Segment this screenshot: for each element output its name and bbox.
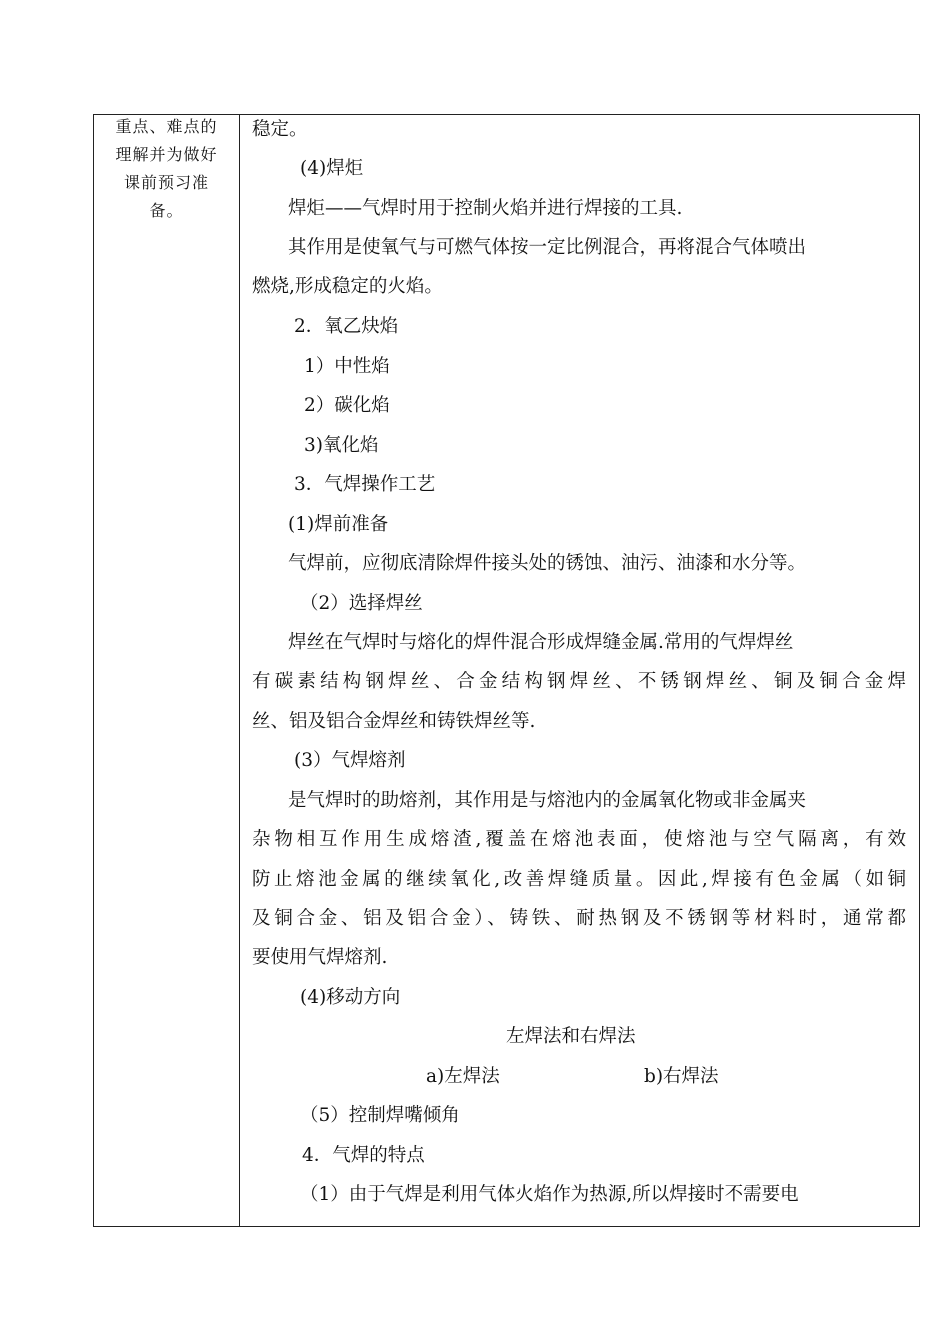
list-item: 3)氧化焰 bbox=[304, 435, 379, 456]
left-line: 备。 bbox=[149, 201, 184, 220]
text-line: 要使用气焊熔剂. bbox=[252, 947, 388, 968]
text-line: 燃烧,形成稳定的火焰。 bbox=[252, 276, 443, 297]
text-line: 稳定。 bbox=[252, 119, 308, 140]
text-line: 是气焊时的助熔剂，其作用是与熔池内的金属氧化物或非金属夹 bbox=[288, 790, 807, 811]
heading-line: 2．氧乙炔焰 bbox=[294, 316, 399, 337]
left-cell-text bbox=[94, 113, 239, 225]
heading-line: (3）气焊熔剂 bbox=[294, 750, 406, 771]
heading-line: (4)移动方向 bbox=[300, 987, 401, 1008]
heading-line: （5）控制焊嘴倾角 bbox=[300, 1105, 460, 1126]
right-cell bbox=[240, 115, 919, 1226]
text-line: 有碳素结构钢焊丝、合金结构钢焊丝、不锈钢焊丝、铜及铜合金焊 bbox=[252, 671, 906, 692]
text-line: 防止熔池金属的继续氧化,改善焊缝质量。因此,焊接有色金属（如铜 bbox=[252, 869, 906, 890]
list-item: 2）碳化焰 bbox=[304, 395, 390, 416]
content-table bbox=[93, 114, 920, 1227]
text-line: 及铜合金、铝及铝合金）、铸铁、耐热钢及不锈钢等材料时，通常都 bbox=[252, 908, 906, 929]
text-line: 其作用是使氧气与可燃气体按一定比例混合，再将混合气体喷出 bbox=[288, 237, 807, 258]
heading-line: （2）选择焊丝 bbox=[300, 593, 423, 614]
text-line: （1）由于气焊是利用气体火焰作为热源,所以焊接时不需要电 bbox=[300, 1184, 799, 1205]
left-line: 课前预习准 bbox=[123, 173, 209, 192]
figure-subcaption: a)左焊法 bbox=[426, 1066, 500, 1087]
text-line: 焊炬——气焊时用于控制火焰并进行焊接的工具. bbox=[288, 198, 683, 219]
text-line: 丝、铝及铝合金焊丝和铸铁焊丝等. bbox=[252, 711, 536, 732]
heading-line: 3．气焊操作工艺 bbox=[294, 474, 436, 495]
left-line: 理解并为做好 bbox=[115, 145, 218, 164]
left-cell bbox=[94, 115, 240, 1226]
text-line: 焊丝在气焊时与熔化的焊件混合形成焊缝金属.常用的气焊焊丝 bbox=[288, 632, 794, 653]
heading-line: (1)焊前准备 bbox=[288, 514, 389, 535]
list-item: 1）中性焰 bbox=[304, 356, 390, 377]
left-line: 重点、难点的 bbox=[115, 117, 218, 136]
heading-line: 4．气焊的特点 bbox=[302, 1145, 425, 1166]
text-line: 杂物相互作用生成熔渣,覆盖在熔池表面，使熔池与空气隔离，有效 bbox=[252, 829, 906, 850]
figure-caption: 左焊法和右焊法 bbox=[506, 1026, 636, 1047]
heading-line: (4)焊炬 bbox=[300, 158, 364, 179]
figure-subcaption: b)右焊法 bbox=[644, 1066, 719, 1087]
text-line: 气焊前，应彻底清除焊件接头处的锈蚀、油污、油漆和水分等。 bbox=[288, 553, 807, 574]
